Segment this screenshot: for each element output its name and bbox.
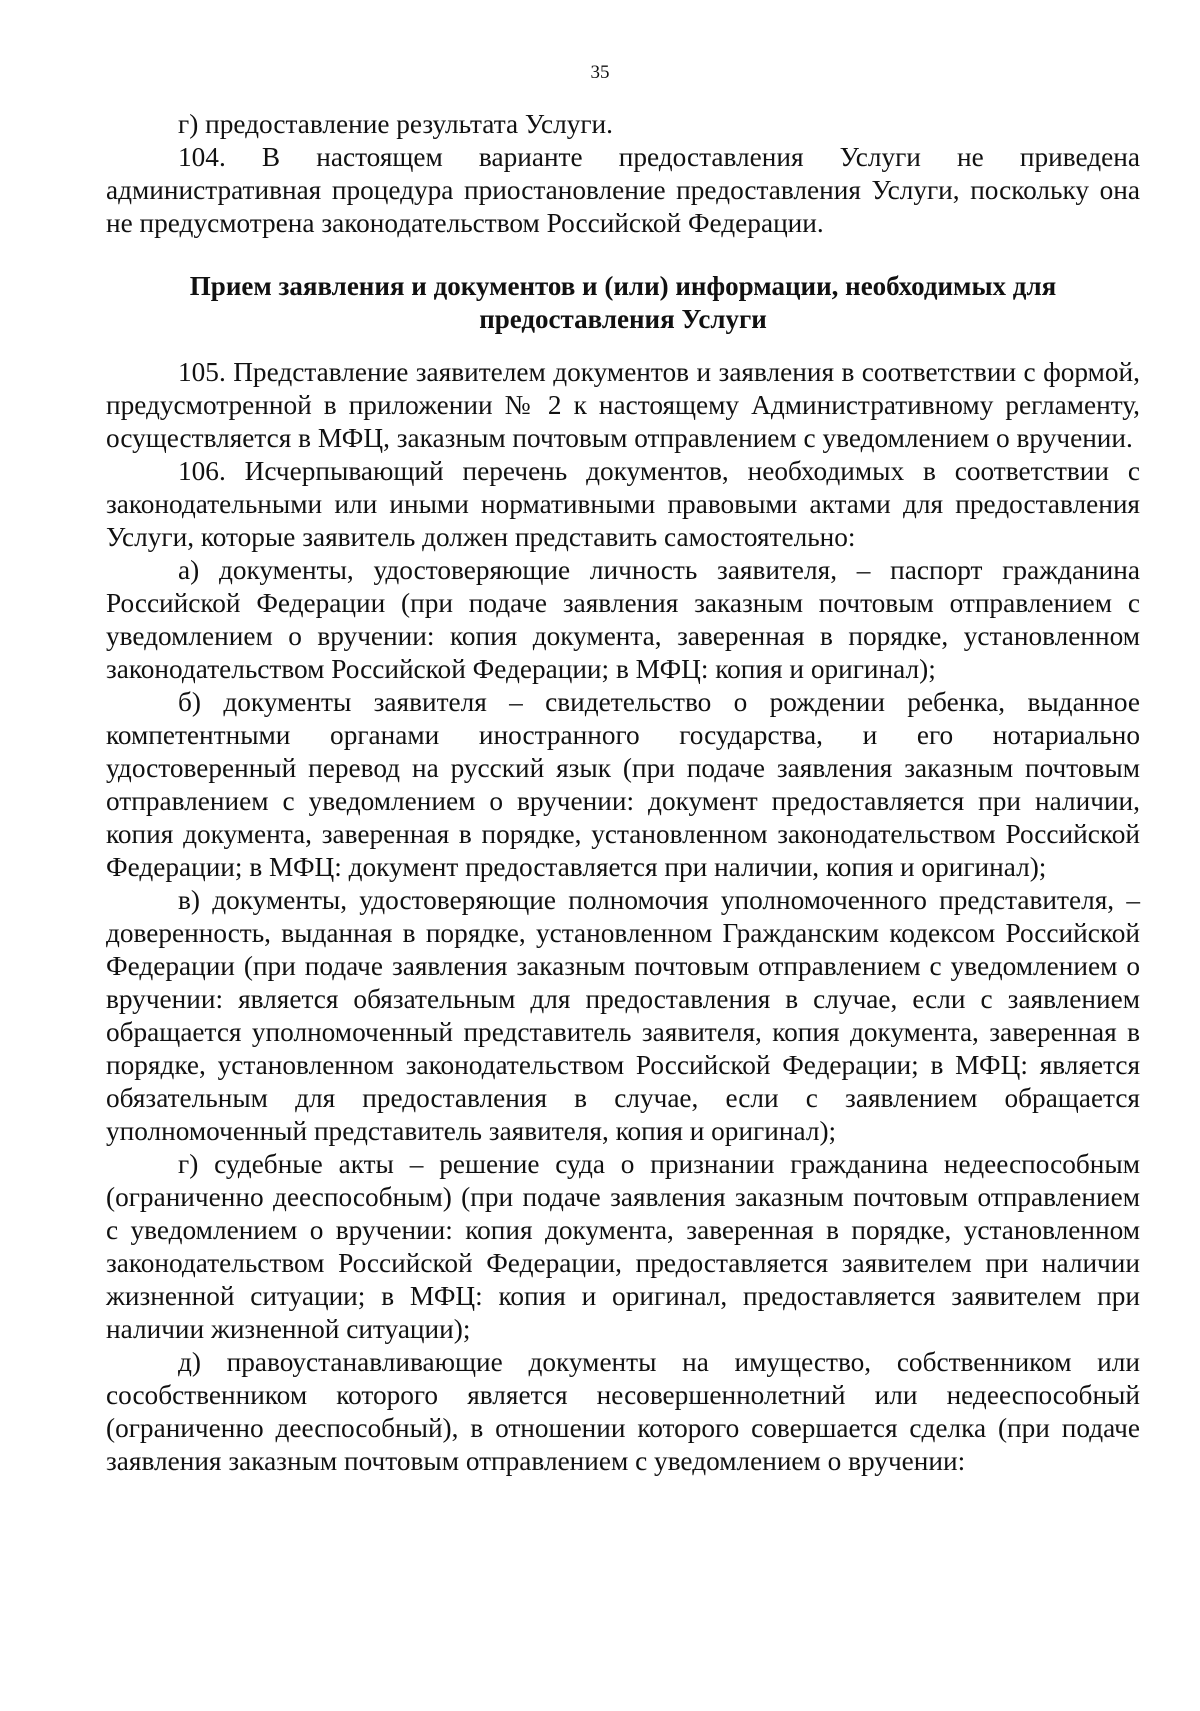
item-g-court-acts: г) судебные акты – решение суда о признании гражданина недееспособным (ограниченно дееспособным) (при подаче заявления заказным почтовым отправлением с уведомлением о вручении: копия документа, заверенная в порядке, установленном законодательством Российской Федерации, предоставляется заявителем при наличии жизненной ситуации; в МФЦ: копия и оригинал, предоставляется заявителем при наличии жизненной ситуации); bbox=[106, 1149, 1140, 1344]
paragraph-105: 105. Представление заявителем документов и заявления в соответствии с формой, предусмотренной в приложении № 2 к настоящему Административному регламенту, осуществляется в МФЦ, заказным почтовым отправлением с уведомлением о вручении. bbox=[106, 357, 1140, 453]
item-d-property-documents: д) правоустанавливающие документы на имущество, собственником или сособственником которого является несовершеннолетний или недееспособный (ограниченно дееспособный), в отношении которого совершается сделка (при подаче заявления заказным почтовым отправлением с уведомлением о вручении: bbox=[106, 1347, 1140, 1476]
item-g-result: г) предоставление результата Услуги. bbox=[178, 109, 613, 139]
item-b-birth-certificate: б) документы заявителя – свидетельство о рождении ребенка, выданное компетентными органами иностранного государства, и его нотариально удостоверенный перевод на русский язык (при подаче заявления заказным почтовым отправлением с уведомлением о вручении: документ предоставляется при наличии, копия документа, заверенная в порядке, установленном законодательством Российской Федерации; в МФЦ: документ предоставляется при наличии, копия и оригинал); bbox=[106, 687, 1140, 882]
paragraph-106: 106. Исчерпывающий перечень документов, необходимых в соответствии с законодательными или иными нормативными правовыми актами для предоставления Услуги, которые заявитель должен представить самостоятельно: bbox=[106, 456, 1140, 552]
section-heading: Прием заявления и документов и (или) информации, необходимых для предоставления Услуги bbox=[189, 271, 1057, 334]
item-v-representative-authority: в) документы, удостоверяющие полномочия уполномоченного представителя, – доверенность, выданная в порядке, установленном Гражданским кодексом Российской Федерации (при подаче заявления заказным почтовым отправлением с уведомлением о вручении: является обязательным для предоставления в случае, если с заявлением обращается уполномоченный представитель заявителя, копия документа, заверенная в порядке, установленном законодательством Российской Федерации; в МФЦ: является обязательным для предоставления в случае, если с заявлением обращается уполномоченный представитель заявителя, копия и оригинал); bbox=[106, 885, 1140, 1146]
document-body bbox=[106, 108, 1140, 1478]
paragraph-104: 104. В настоящем варианте предоставления Услуги не приведена административная процедура приостановление предоставления Услуги, поскольку она не предусмотрена законодательством Российской Федерации. bbox=[106, 142, 1140, 238]
item-a-identity-documents: а) документы, удостоверяющие личность заявителя, – паспорт гражданина Российской Федерации (при подаче заявления заказным почтовым отправлением с уведомлением о вручении: копия документа, заверенная в порядке, установленном законодательством Российской Федерации; в МФЦ: копия и оригинал); bbox=[106, 555, 1140, 684]
page-number: 35 bbox=[590, 62, 610, 83]
